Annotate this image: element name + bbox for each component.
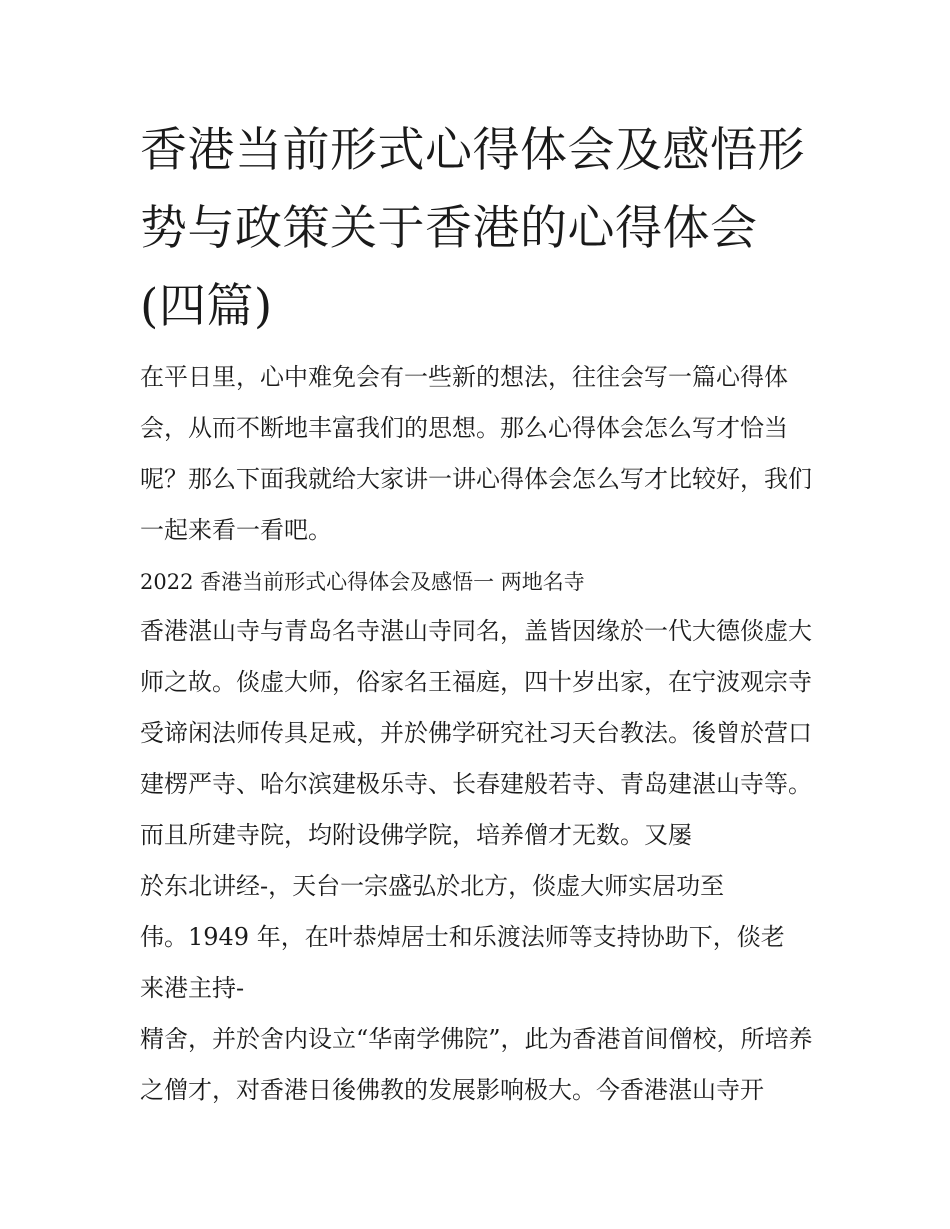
- document-page: [140, 112, 815, 1116]
- body-line-a: 於东北讲经-，天台一宗盛弘於北方，倓虚大师实居功至: [140, 872, 725, 900]
- section-heading: 2022 香港当前形式心得体会及感悟一 两地名寺: [140, 570, 585, 594]
- body-paragraph-1: 香港湛山寺与青岛名寺湛山寺同名，盖皆因缘於一代大德倓虚大师之故。倓虚大师，俗家名王福庭，四十岁出家，在宁波观宗寺受谛闲法师传具足戒，并於佛学研究社习天台教法。後曾於营口建楞严寺、哈尔滨建极乐寺、长春建般若寺、青岛建湛山寺等。而且所建寺院，均附设佛学院，培养僧才无数。又屡: [140, 617, 812, 849]
- body-line-c: 来港主持-: [140, 974, 245, 1002]
- body-lines: [140, 861, 815, 1014]
- document-title: 香港当前形式心得体会及感悟形势与政策关于香港的心得体会(四篇): [140, 123, 805, 334]
- intro-paragraph: 在平日里，心中难免会有一些新的想法，往往会写一篇心得体会，从而不断地丰富我们的思想。那么心得体会怎么写才恰当呢？那么下面我就给大家讲一讲心得体会怎么写才比较好，我们一起来看一看吧。: [140, 363, 812, 544]
- body-paragraph-2: 精舍，并於舍内设立“华南学佛院”，此为香港首间僧校，所培养之僧才，对香港日後佛教的发展影响极大。今香港湛山寺开: [140, 1025, 813, 1104]
- body-line-b: 伟。1949 年，在叶恭焯居士和乐渡法师等支持协助下，倓老: [140, 923, 785, 951]
